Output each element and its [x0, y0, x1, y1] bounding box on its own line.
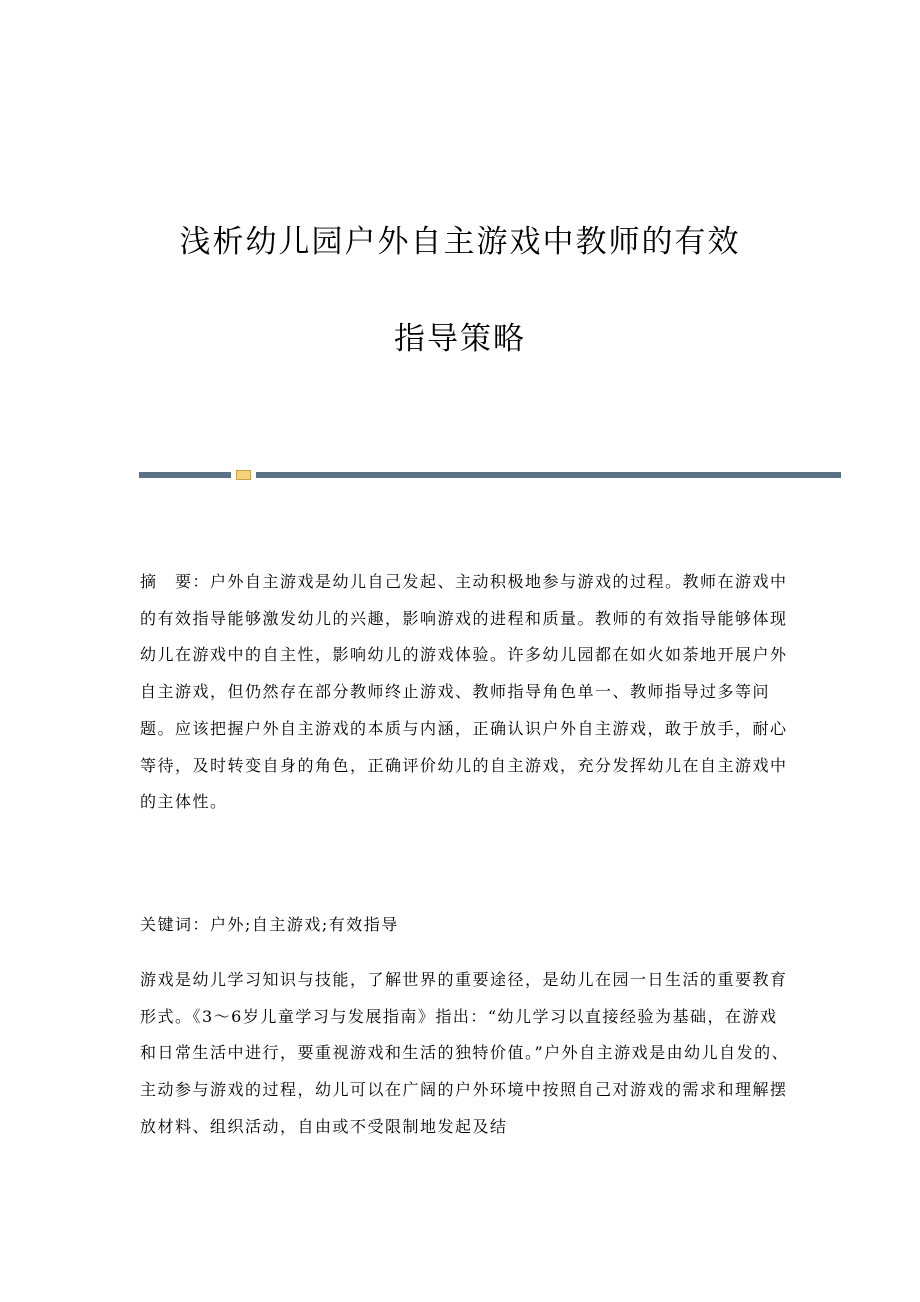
divider-bar-right [256, 472, 841, 478]
title-divider [139, 470, 841, 480]
keywords-line: 关键词：户外;自主游戏;有效指导 [140, 915, 399, 934]
abstract-paragraph: 摘 要：户外自主游戏是幼儿自己发起、主动积极地参与游戏的过程。教师在游戏中的有效指导能够激发幼儿的兴趣，影响游戏的进程和质量。教师的有效指导能够体现幼儿在游戏中的自主性，影响幼儿的游戏体验。许多幼儿园都在如火如荼地开展户外自主游戏，但仍然存在部分教师终止游戏、教师指导角色单一、教师指导过多等问题。应该把握户外自主游戏的本质与内涵，正确认识户外自主游戏，敢于放手，耐心等待，及时转变自身的角色，正确评价幼儿的自主游戏，充分发挥幼儿在自主游戏中的主体性。 [140, 572, 788, 812]
divider-bar-left [139, 472, 231, 478]
divider-ornament-icon [236, 470, 251, 480]
body-paragraph: 游戏是幼儿学习知识与技能，了解世界的重要途径，是幼儿在园一日生活的重要教育形式。《3～6岁儿童学习与发展指南》指出：“幼儿学习以直接经验为基础，在游戏和日常生活中进行，要重视游戏和生活的独特价值。”户外自主游戏是由幼儿自发的、主动参与游戏的过程，幼儿可以在广阔的户外环境中按照自己对游戏的需求和理解摆放材料、组织活动，自由或不受限制地发起及结 [140, 970, 790, 1136]
document-title-line-2: 指导策略 [394, 321, 526, 357]
document-title-line-1: 浅析幼儿园户外自主游戏中教师的有效 [179, 224, 741, 260]
